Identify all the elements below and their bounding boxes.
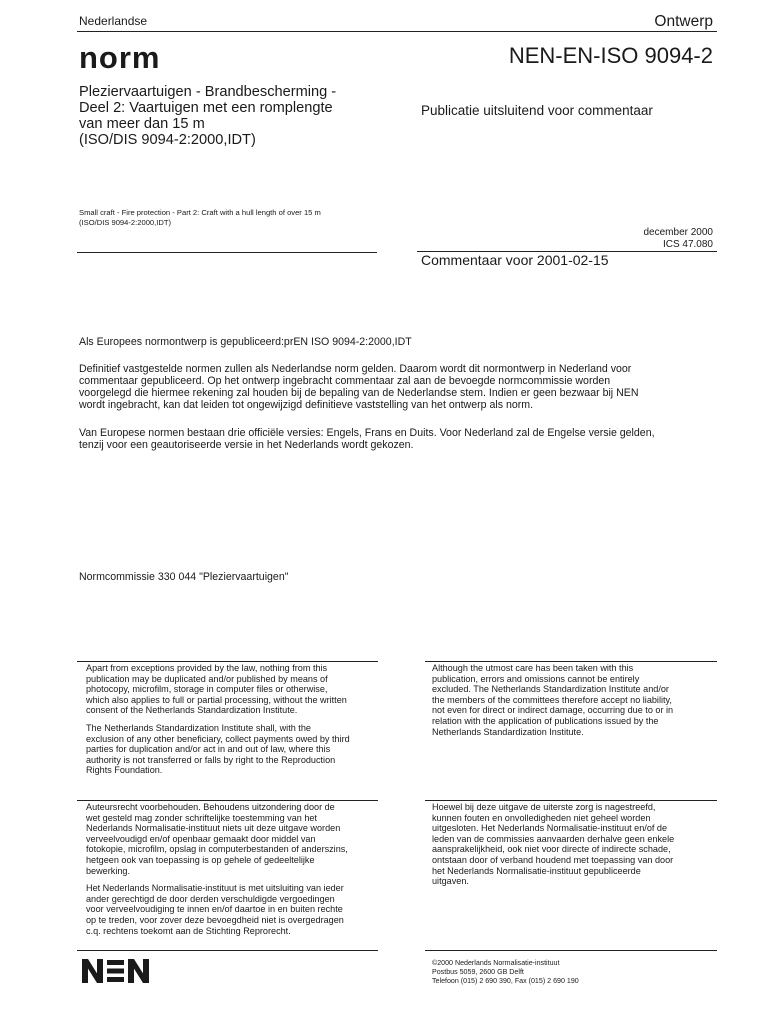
ics-code: ICS 47.080 (662, 239, 713, 250)
legal-divider-top-left (77, 661, 378, 662)
title-dutch-line: (ISO/DIS 9094-2:2000,IDT) (79, 132, 256, 148)
legal-text-dutch-liability (432, 802, 732, 887)
body-paragraph (79, 363, 709, 411)
body-line: tenzij voor een geautoriseerde versie in het Nederlands wordt gekozen. (79, 439, 414, 451)
title-english-line: (ISO/DIS 9094-2:2000,IDT) (79, 217, 172, 227)
legal-line: photocopy, microfilm, storage in computer files or otherwise, (86, 684, 328, 695)
legal-line: Although the utmost care has been taken with this (432, 663, 634, 673)
legal-line: relation with the application of publications issued by the (432, 715, 659, 726)
legal-line: Nederlands Normalisatie-instituut niets uit deze uitgave worden (86, 823, 341, 834)
document-number: NEN-EN-ISO 9094-2 (508, 43, 713, 68)
commission-label: Normcommissie 330 044 "Pleziervaartuigen" (79, 571, 289, 583)
legal-line: uitgesloten. Het Nederlands Normalisatie-instituut en/of de (432, 823, 668, 834)
legal-line: publication may be duplicated and/or published by means of (86, 673, 328, 684)
legal-paragraph (86, 802, 386, 876)
legal-line: bewerking. (86, 865, 130, 876)
nen-logo-mark (82, 957, 150, 985)
legal-divider-bottom-right (425, 800, 717, 801)
legal-line: uitgaven. (432, 876, 469, 887)
legal-paragraph (432, 802, 732, 887)
legal-divider-bottom-left (77, 800, 378, 801)
publication-note: Publicatie uitsluitend voor commentaar (421, 103, 653, 118)
footer-address: Postbus 5059, 2600 GB Delft (432, 968, 524, 976)
body-line: wordt ingebracht, kan dat leiden tot ongewijzigd definitieve vaststelling van het ontwerp als norm. (79, 399, 534, 411)
brand-title: norm (79, 40, 161, 75)
publication-date: december 2000 (643, 227, 713, 238)
legal-line: het Nederlands Normalisatie-instituut gepubliceerde (432, 865, 641, 876)
body-line: Van Europese normen bestaan drie officiële versies: Engels, Frans en Duits. Voor Nederland zal de Engelse versie gelden, (79, 427, 655, 439)
legal-line: Hoewel bij deze uitgave de uiterste zorg is nagestreefd, (432, 802, 656, 812)
legal-line: kunnen fouten en onvolledigheden niet geheel worden (432, 812, 651, 823)
body-paragraph (79, 427, 709, 451)
header-divider (77, 31, 717, 32)
body-line: voorgelegd die hiermee rekening zal houden bij de bepaling van de Nederlandse stem. Indien er geen bezwaar bij NEN (79, 387, 639, 399)
footer-copyright: ©2000 Nederlands Normalisatie-instituut (432, 959, 560, 967)
legal-line: Auteursrecht voorbehouden. Behoudens uitzondering door de (86, 802, 335, 812)
legal-line: authority is not transferred or falls by right to the Reproduction (86, 754, 336, 765)
brand-label: Nederlandse (79, 14, 148, 28)
legal-text-dutch-copyright (86, 802, 386, 936)
legal-line: not even for direct or indirect damage, occurring due to or in (432, 705, 674, 716)
title-english-line: Small craft - Fire protection - Part 2: Craft with a hull length of over 15 m (79, 208, 321, 217)
legal-line: consent of the Netherlands Standardization Institute. (86, 705, 298, 716)
footer-divider-left (77, 950, 378, 951)
document-status: Ontwerp (654, 13, 713, 30)
title-dutch-line: van meer dan 15 m (79, 116, 205, 132)
legal-line: leden van de commissies aanvaarden derhalve geen enkele (432, 833, 675, 844)
legal-line: exclusion of any other beneficiary, collect payments owed by third (86, 733, 350, 744)
legal-line: ander gerechtigd de door derden verschuldigde vergoedingen (86, 893, 335, 904)
legal-line: ontstaan door of verband houdend met toepassing van door (432, 854, 674, 865)
legal-line: the members of the committees therefore accept no liability, (432, 694, 672, 705)
body-paragraph (79, 336, 709, 348)
legal-line: hetgeen ook van toepassing is op gehele of gedeeltelijke (86, 854, 315, 865)
legal-paragraph (432, 663, 732, 737)
legal-line: The Netherlands Standardization Institute shall, with the (86, 722, 311, 733)
title-dutch-line: Pleziervaartuigen - Brandbescherming - (79, 84, 337, 100)
legal-line: op te treden, voor zover deze bevoegdheid niet is overgedragen (86, 914, 344, 925)
title-dutch-line: Deel 2: Vaartuigen met een romplengte (79, 100, 333, 116)
body-line: Als Europees normontwerp is gepubliceerd:prEN ISO 9094-2:2000,IDT (79, 336, 412, 348)
legal-line: voor verveelvoudiging te innen en/of daartoe in en buiten rechte (86, 904, 343, 915)
legal-paragraph (86, 883, 386, 936)
legal-line: fotokopie, microfilm, opslag in computerbestanden of anderszins, (86, 844, 348, 855)
legal-paragraph (86, 723, 386, 776)
title-english (79, 208, 379, 227)
legal-paragraph (86, 663, 386, 716)
legal-line: wet gesteld mag zonder schriftelijke toestemming van het (86, 812, 317, 823)
legal-line: publication, errors and omissions cannot be entirely (432, 673, 640, 684)
legal-line: Netherlands Standardization Institute. (432, 726, 584, 737)
legal-line: which also applies to full or partial processing, without the written (86, 694, 347, 705)
body-line: Definitief vastgestelde normen zullen als Nederlandse norm gelden. Daarom wordt dit normontwerp in Nederland voor (79, 363, 632, 375)
legal-line: verveelvoudigd en/of openbaar gemaakt door middel van (86, 833, 316, 844)
footer-divider-right (425, 950, 717, 951)
footer-phone: Telefoon (015) 2 690 390, Fax (015) 2 690 190 (432, 977, 579, 985)
legal-line: Rights Foundation. (86, 765, 163, 776)
legal-line: Het Nederlands Normalisatie-instituut is met uitsluiting van ieder (86, 883, 344, 894)
legal-divider-top-right (425, 661, 717, 662)
legal-line: Apart from exceptions provided by the law, nothing from this (86, 663, 328, 673)
legal-text-english-copyright (86, 663, 386, 776)
title-divider-left (77, 252, 377, 253)
legal-line: c.q. rechtens toekomt aan de Stichting Reprorecht. (86, 925, 291, 936)
body-line: commentaar gepubliceerd. Op het ontwerp ingebracht commentaar zal aan de bevoegde normcommissie worden (79, 375, 611, 387)
legal-line: aansprakelijkheid, ook niet voor directe of indirecte schade, (432, 844, 671, 855)
legal-line: parties for duplication and/or act in and out of law, where this (86, 744, 331, 755)
legal-line: excluded. The Netherlands Standardization Institute and/or (432, 684, 669, 695)
nen-logo (82, 957, 150, 990)
comment-deadline: Commentaar voor 2001-02-15 (421, 252, 609, 268)
title-dutch (79, 84, 389, 148)
legal-text-english-liability (432, 663, 732, 737)
